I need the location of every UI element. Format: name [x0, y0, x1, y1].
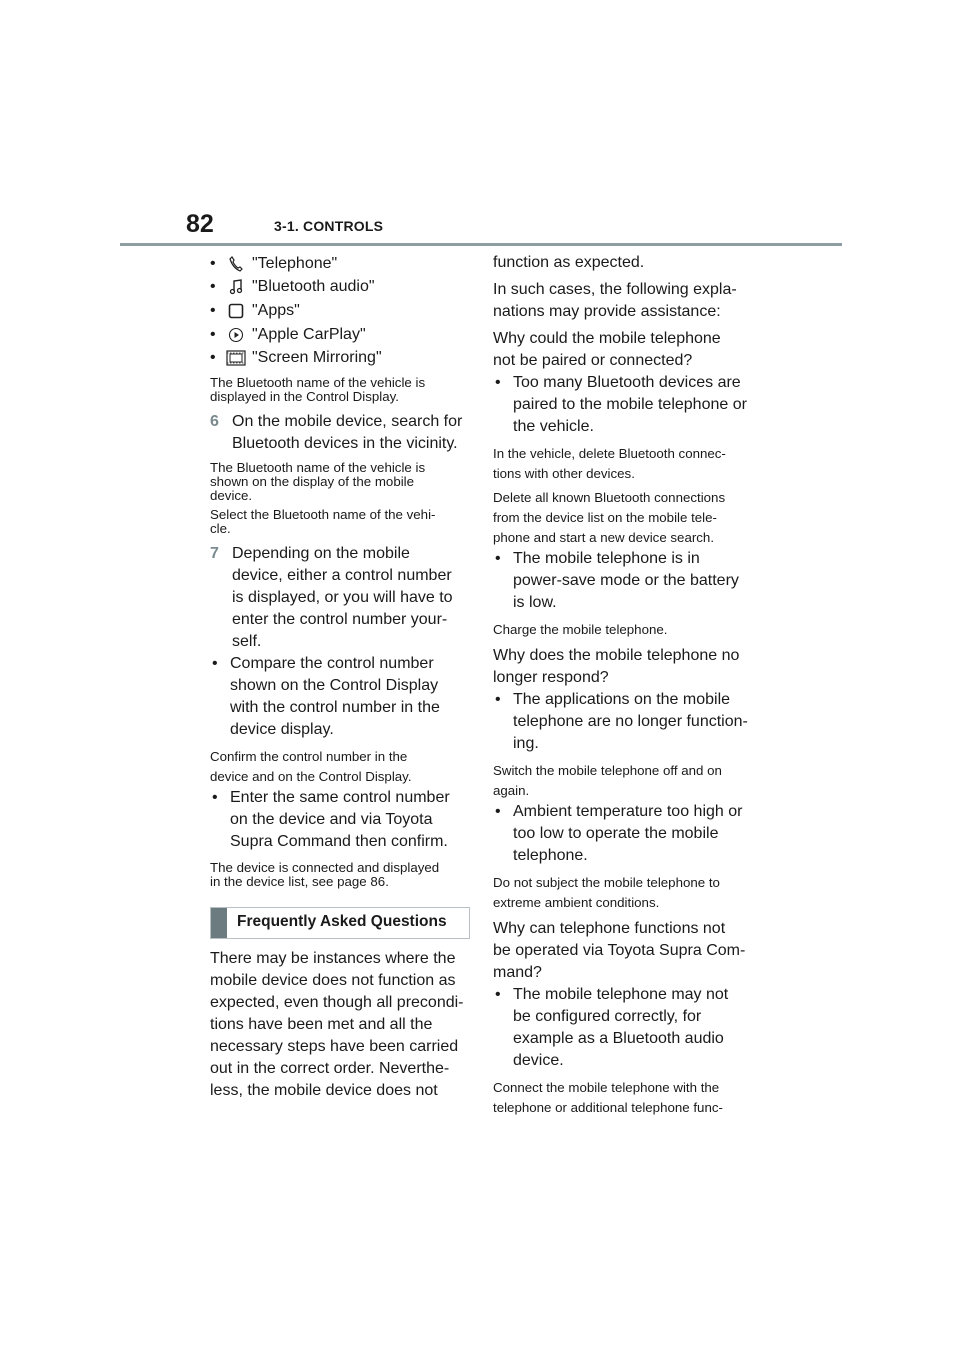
- paragraph-continued: function as expected.: [493, 254, 645, 271]
- note-bluetooth-name-shown: [210, 461, 472, 503]
- faq-heading-title: Frequently Asked Questions: [237, 912, 447, 930]
- bullet-not-configured: • The mobile telephone may not be configured correctly, for example as a Bluetooth audio device.: [493, 984, 755, 1072]
- note-extreme-conditions: [493, 873, 755, 913]
- question-functions-not-operated: [493, 918, 755, 984]
- text-line: example as a Bluetooth audio: [513, 1030, 724, 1047]
- text-line: Why does the mobile telephone no: [493, 647, 740, 664]
- text-line: Depending on the mobile: [232, 544, 410, 562]
- text-line: Connect the mobile telephone with the: [493, 1080, 720, 1095]
- text-line: be operated via Toyota Supra Com-: [493, 942, 746, 959]
- text-line: telephone are no longer function-: [513, 713, 748, 730]
- text-line: Why can telephone functions not: [493, 920, 726, 937]
- text-line: The Bluetooth name of the vehicle is: [210, 459, 426, 475]
- text-line: extreme ambient conditions.: [493, 895, 660, 910]
- bullet-enter-number: • Enter the same control number on the device and via Toyota Supra Command then confirm.: [210, 787, 472, 853]
- text-line: Too many Bluetooth devices are: [513, 374, 741, 391]
- text-line: Confirm the control number in the: [210, 748, 408, 764]
- bullet-power-save: • The mobile telephone is in power-save mode or the battery is low.: [493, 548, 755, 614]
- play-circle-icon: [226, 326, 246, 344]
- text-line: the vehicle.: [513, 418, 594, 435]
- text-line: Do not subject the mobile telephone to: [493, 875, 720, 890]
- text-line: from the device list on the mobile tele-: [493, 510, 717, 525]
- text-line: on the device and via Toyota: [230, 810, 433, 828]
- text-line: On the mobile device, search for: [232, 412, 463, 430]
- text-line: Ambient temperature too high or: [513, 803, 743, 820]
- text-line: be configured correctly, for: [513, 1008, 702, 1025]
- note-switch-off-on: [493, 761, 755, 801]
- screen-mirroring-icon: [226, 349, 246, 367]
- faq-heading-bar: [211, 908, 227, 938]
- section-title: 3-1. CONTROLS: [274, 218, 384, 234]
- text-line: out in the correct order. Neverthe-: [210, 1059, 450, 1077]
- left-column: [210, 252, 472, 1102]
- text-line: There may be instances where the: [210, 949, 456, 967]
- menu-item-bluetooth-audio: • "Bluetooth audio": [210, 278, 375, 296]
- text-line: tions with other devices.: [493, 466, 635, 481]
- bullet-ambient-temperature: • Ambient temperature too high or too low to operate the mobile telephone.: [493, 801, 755, 867]
- text-line: nations may provide assistance:: [493, 303, 721, 320]
- text-line: Switch the mobile telephone off and on: [493, 763, 722, 778]
- menu-item-apps: • "Apps": [210, 301, 300, 319]
- text-line: phone and start a new device search.: [493, 530, 715, 545]
- menu-item-screen-mirroring: • "Screen Mirroring": [210, 349, 382, 367]
- text-line: Why could the mobile telephone: [493, 330, 721, 347]
- note-connect-telephone: [493, 1078, 755, 1118]
- page-number: 82: [186, 210, 214, 238]
- text-line: In the vehicle, delete Bluetooth connec-: [493, 446, 726, 461]
- text-line: shown on the Control Display: [230, 676, 439, 694]
- note-delete-known: [493, 488, 755, 548]
- bullet-too-many-devices: • Too many Bluetooth devices are paired to the mobile telephone or the vehicle.: [493, 372, 755, 438]
- text-line: telephone or additional telephone func-: [493, 1100, 723, 1115]
- text-line: Enter the same control number: [230, 788, 450, 806]
- music-note-icon: [226, 278, 246, 296]
- step-6: 6 On the mobile device, search for Bluetooth devices in the vicinity.: [210, 411, 472, 455]
- text-line: too low to operate the mobile: [513, 825, 719, 842]
- note-select-name: [210, 508, 472, 536]
- text-line: device.: [210, 487, 253, 503]
- paragraph-explanations: [493, 279, 755, 323]
- text-line: with the control number in the: [230, 698, 440, 716]
- text-line: necessary steps have been carried: [210, 1037, 459, 1055]
- text-line: is low.: [513, 594, 557, 611]
- question-no-longer-respond: [493, 645, 755, 689]
- text-line: telephone.: [513, 847, 588, 864]
- apps-square-icon: [226, 302, 246, 320]
- text-line: The Bluetooth name of the vehicle is: [210, 374, 426, 390]
- text-line: device.: [513, 1052, 564, 1069]
- question-paired-connected: [493, 328, 755, 372]
- faq-intro-paragraph: [210, 948, 472, 1102]
- text-line: tions have been met and all the: [210, 1015, 433, 1033]
- menu-item-apple-carplay: • "Apple CarPlay": [210, 325, 366, 343]
- text-line: mand?: [493, 964, 542, 981]
- faq-heading-box: [210, 907, 470, 939]
- text-line: mobile device does not function as: [210, 971, 456, 989]
- text-line: shown on the display of the mobile: [210, 473, 415, 489]
- text-line: Compare the control number: [230, 654, 434, 672]
- bullet-applications: • The applications on the mobile telephone are no longer function- ing.: [493, 689, 755, 755]
- text-line: Select the Bluetooth name of the vehi-: [210, 506, 436, 522]
- note-device-connected: [210, 861, 472, 889]
- note-confirm-number: [210, 747, 472, 787]
- text-line: The applications on the mobile: [513, 691, 731, 708]
- text-line: device, either a control number: [232, 566, 452, 584]
- text-line: again.: [493, 783, 530, 798]
- note-charge: Charge the mobile telephone.: [493, 622, 668, 637]
- text-line: Supra Command then confirm.: [230, 832, 448, 850]
- text-line: displayed in the Control Display.: [210, 388, 399, 404]
- right-column: [493, 252, 755, 1118]
- phone-icon: [226, 255, 246, 273]
- text-line: not be paired or connected?: [493, 352, 693, 369]
- text-line: device display.: [230, 720, 334, 738]
- text-line: in the device list, see page 86.: [210, 873, 389, 889]
- text-line: device and on the Control Display.: [210, 768, 412, 784]
- text-line: self.: [232, 632, 262, 650]
- text-line: less, the mobile device does not: [210, 1081, 438, 1099]
- text-line: The device is connected and displayed: [210, 859, 440, 875]
- text-line: longer respond?: [493, 669, 609, 686]
- text-line: enter the control number your-: [232, 610, 448, 628]
- bullet-compare-number: • Compare the control number shown on the Control Display with the control number in the device display.: [210, 653, 472, 741]
- step-7: 7 Depending on the mobile device, either a control number is displayed, or you will have to enter the control number your- self.: [210, 543, 472, 653]
- text-line: ing.: [513, 735, 539, 752]
- note-bluetooth-name: [210, 376, 472, 404]
- text-line: paired to the mobile telephone or: [513, 396, 747, 413]
- text-line: power-save mode or the battery: [513, 572, 739, 589]
- text-line: Bluetooth devices in the vicinity.: [232, 434, 458, 452]
- menu-item-telephone: • "Telephone": [210, 254, 338, 272]
- text-line: expected, even though all precondi-: [210, 993, 464, 1011]
- text-line: is displayed, or you will have to: [232, 588, 453, 606]
- text-line: Delete all known Bluetooth connections: [493, 490, 726, 505]
- text-line: cle.: [210, 520, 231, 536]
- text-line: In such cases, the following expla-: [493, 281, 737, 298]
- text-line: The mobile telephone is in: [513, 550, 700, 567]
- header-rule: [120, 243, 842, 246]
- text-line: The mobile telephone may not: [513, 986, 729, 1003]
- note-delete-connections: [493, 444, 755, 484]
